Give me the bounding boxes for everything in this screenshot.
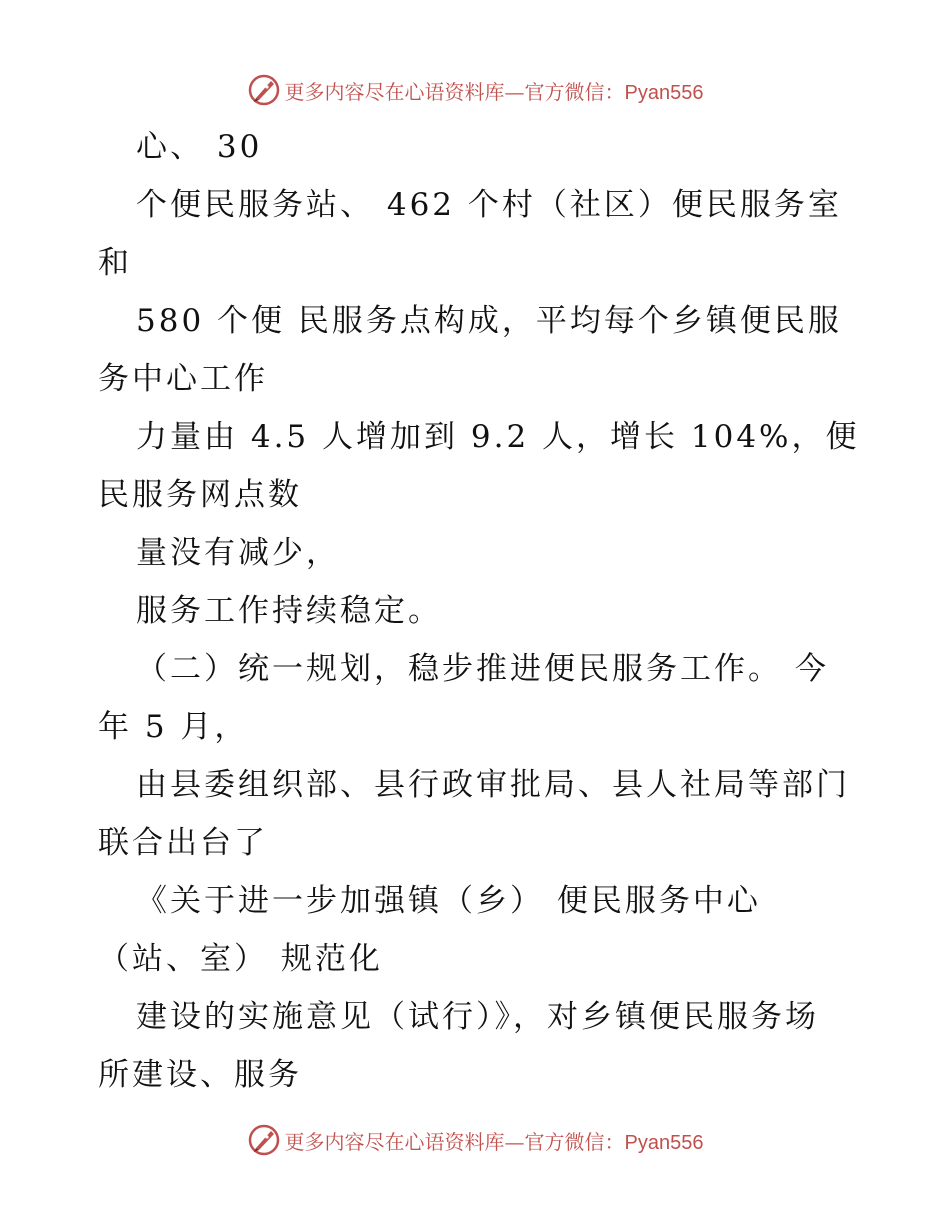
text-line: 年 5 月， [98, 709, 249, 745]
pen-logo-icon [247, 1123, 281, 1157]
text-line: 联合出台了 [98, 825, 268, 861]
text-line: 个便民服务站、 462 个村（社区）便民服务室 [136, 187, 842, 223]
text-line: 《关于进一步加强镇（乡） 便民服务中心 [136, 883, 761, 919]
text-line: 力量由 4.5 人增加到 9.2 人，增长 104%，便 [136, 419, 860, 455]
pen-logo-icon [247, 73, 281, 107]
footer-banner-label: 更多内容尽在心语资料库—官方微信： [284, 1129, 625, 1154]
text-line: 心、 30 [136, 129, 263, 165]
text-line: 民服务网点数 [98, 477, 302, 513]
text-line: 量没有减少， [136, 535, 340, 571]
text-line: 所建设、服务 [98, 1057, 302, 1093]
header-banner-text [285, 76, 704, 105]
text-line: （二）统一规划，稳步推进便民服务工作。 今 [136, 651, 829, 687]
document-body [98, 118, 858, 1104]
text-line: 建设的实施意见（试行）》，对乡镇便民服务场 [136, 999, 819, 1035]
text-line: 580 个便 民服务点构成，平均每个乡镇便民服 [136, 303, 842, 339]
footer-wechat-id: Pyan556 [624, 1131, 704, 1154]
footer-banner [0, 1120, 950, 1160]
text-line: 和 [98, 245, 132, 281]
header-banner-label: 更多内容尽在心语资料库—官方微信： [284, 79, 625, 104]
header-wechat-id: Pyan556 [624, 81, 704, 104]
header-banner [0, 70, 950, 110]
footer-banner-text [285, 1126, 704, 1155]
text-line: （站、室） 规范化 [98, 941, 383, 977]
text-line: 服务工作持续稳定。 [136, 593, 442, 629]
text-line: 务中心工作 [98, 361, 268, 397]
text-line: 由县委组织部、县行政审批局、县人社局等部门 [136, 767, 850, 803]
